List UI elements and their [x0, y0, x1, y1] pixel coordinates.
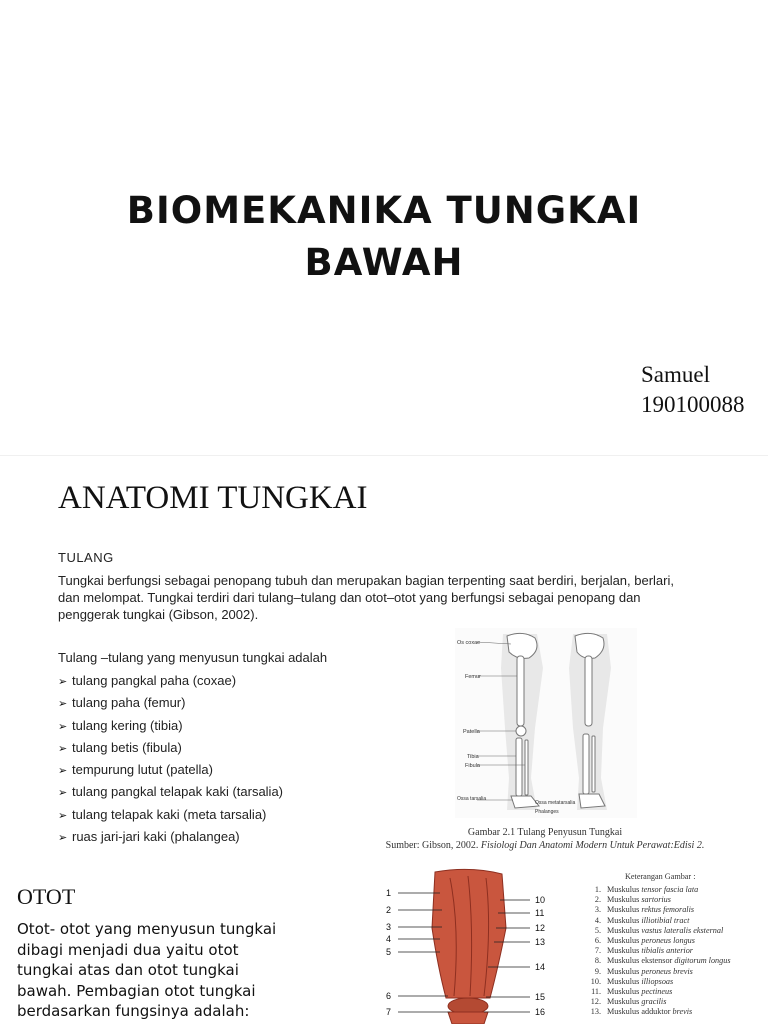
legend-row: [585, 956, 768, 966]
legend-prefix: Muskulus: [607, 997, 640, 1007]
bone-label: tulang betis (fibula): [72, 739, 182, 755]
legend-number: 11.: [591, 986, 601, 996]
caption-title: Gambar 2.1 Tulang Penyusun Tungkai: [467, 827, 623, 838]
bone-label: tulang telapak kaki (meta tarsalia): [72, 806, 267, 822]
tibia-bone: [516, 738, 522, 796]
bone-label: tulang paha (femur): [72, 695, 186, 711]
list-item: [58, 739, 283, 761]
intro-line: penggerak tungkai (Gibson, 2002).: [58, 607, 259, 622]
author-block: [641, 360, 745, 420]
legend-muscle-name: brevis: [672, 1007, 693, 1017]
otot-line: tungkai atas dan otot tungkai: [17, 961, 239, 979]
bones-list-heading: Tulang –tulang yang menyusun tungkai adalah: [58, 650, 328, 665]
muscle-number-right: 10: [535, 895, 546, 905]
legend-muscle-name: illiopsoas: [641, 976, 674, 986]
slide-title: [0, 185, 768, 289]
title-line-2: BAWAH: [304, 241, 464, 284]
muscle-number-left: 5: [386, 947, 392, 957]
muscle-number-left: 4: [386, 934, 392, 944]
legend-row: [585, 895, 768, 905]
author-id: 190100088: [641, 392, 745, 417]
muscle-number-left: 2: [386, 905, 392, 915]
legend-number: 8.: [594, 956, 601, 966]
legend-number: 5.: [594, 925, 601, 935]
legend-prefix: Muskulus: [607, 976, 640, 986]
bone-label: tulang kering (tibia): [72, 717, 183, 733]
list-item: [58, 828, 283, 850]
muscle-number-left: 1: [386, 888, 392, 898]
legend-prefix: Muskulus: [607, 895, 640, 905]
os-coxae-bone: [507, 633, 537, 658]
bone-label: tulang pangkal paha (coxae): [72, 673, 237, 688]
arrow-bullet-icon: ➢: [58, 787, 68, 800]
legend-muscle-name: sartorius: [641, 895, 671, 905]
legend-prefix: Muskulus: [607, 885, 640, 894]
legend-row: [585, 967, 768, 977]
legend-number: 2.: [594, 895, 601, 905]
fig-label-tibia: Tibia: [467, 754, 479, 760]
legend-row: [585, 936, 768, 946]
tibia-back-bone: [583, 734, 589, 794]
legend-row: [585, 1007, 768, 1017]
legend-row: [585, 977, 768, 987]
fig-label-os-coxae: Os coxae: [457, 640, 481, 646]
femur-back-bone: [585, 656, 592, 726]
legend-prefix: Muskulus: [607, 915, 640, 925]
fig-label-femur: Femur: [465, 674, 481, 680]
subheading-tulang: TULANG: [58, 550, 114, 565]
list-item: [58, 783, 283, 805]
legend-prefix: Muskulus: [607, 905, 640, 915]
otot-line: Otot- otot yang menyusun tungkai: [17, 920, 277, 938]
muscle-number-right: 11: [535, 908, 545, 918]
list-item: [58, 761, 283, 783]
legend-muscle-name: digitorum longus: [674, 956, 731, 966]
muscle-number-right: 12: [535, 923, 546, 933]
legend-muscle-name: gracilis: [641, 997, 667, 1007]
muscle-number-right: 16: [535, 1007, 546, 1017]
legend-row: [585, 997, 768, 1007]
leg-muscle-figure: [380, 868, 570, 1024]
muscle-number-left: 3: [386, 922, 392, 932]
legend-title: Keterangan Gambar :: [625, 872, 696, 881]
muscle-legend: [585, 872, 768, 1017]
shin-muscles: [448, 1012, 488, 1024]
legend-row: [585, 905, 768, 915]
arrow-bullet-icon: ➢: [58, 832, 68, 845]
arrow-bullet-icon: ➢: [58, 809, 68, 822]
legend-prefix: Muskulus: [607, 966, 640, 976]
otot-line: dibagi menjadi dua yaitu otot: [17, 940, 239, 959]
legend-prefix: Muskulus adduktor: [607, 1007, 671, 1017]
arrow-bullet-icon: ➢: [58, 742, 68, 755]
otot-line: berdasarkan fungsinya adalah:: [17, 1002, 250, 1020]
title-line-1: BIOMEKANIKA TUNGKAI: [126, 189, 642, 232]
legend-muscle-name: peroneus brevis: [641, 966, 693, 976]
legend-muscle-name: tibialis anterior: [641, 946, 693, 956]
legend-number: 1.: [594, 885, 601, 894]
legend-muscle-name: pectineus: [641, 986, 673, 996]
legend-number: 3.: [594, 905, 601, 915]
legend-muscle-name: vastus lateralis eksternal: [641, 925, 724, 935]
caption-source-text: Sumber: Gibson, 2002.: [385, 840, 479, 851]
legend-muscle-name: illiotibial tract: [641, 915, 690, 925]
muscle-number-right: 14: [535, 962, 546, 972]
muscle-number-left: 6: [386, 991, 392, 1001]
leg-skeleton-figure: [455, 628, 637, 818]
legend-number: 7.: [594, 946, 601, 956]
legend-row: [585, 987, 768, 997]
slide-divider: [0, 455, 768, 456]
legend-number: 12.: [590, 997, 601, 1007]
arrow-bullet-icon: ➢: [58, 676, 68, 688]
arrow-bullet-icon: ➢: [58, 720, 68, 733]
fig-label-fibula: Fibula: [465, 763, 480, 769]
bone-label: tulang pangkal telapak kaki (tarsalia): [72, 784, 284, 800]
legend-row: [585, 885, 768, 895]
legend-prefix: Muskulus ekstensor: [607, 956, 673, 966]
muscle-number-right: 15: [535, 992, 546, 1002]
legend-number: 4.: [594, 915, 601, 925]
otot-line: bawah. Pembagian otot tungkai: [17, 981, 256, 1000]
legend-muscle-name: peroneus longus: [641, 935, 695, 945]
list-item: [58, 717, 283, 739]
section-heading-anatomi: ANATOMI TUNGKAI: [58, 480, 368, 516]
list-item: [58, 806, 283, 828]
intro-paragraph: [58, 572, 718, 623]
legend-number: 10.: [590, 976, 601, 986]
bone-label: tempurung lutut (patella): [72, 762, 213, 778]
os-coxae-back-bone: [575, 633, 604, 658]
muscle-number-left: 7: [386, 1007, 392, 1017]
fibula-bone: [525, 740, 528, 795]
fig-label-ossa-tarsalia: Ossa tarsalia: [457, 796, 487, 802]
femur-bone: [517, 656, 524, 726]
legend-row: [585, 926, 768, 936]
fig-label-ossa-metatarsalia: Ossa metatarsalia: [535, 800, 576, 806]
author-name: Samuel: [641, 362, 710, 387]
legend-row: [585, 916, 768, 926]
caption-source-book: Fisiologi Dan Anatomi Modern Untuk Perawat:Edisi 2.: [480, 840, 705, 851]
intro-line: Tungkai berfungsi sebagai penopang tubuh dan merupakan bagian terpenting saat berdiri, berjalan, berlari,: [58, 573, 674, 588]
legend-muscle-name: tensor fascia lata: [641, 885, 699, 894]
legend-muscle-name: rektus femoralis: [641, 905, 695, 915]
arrow-bullet-icon: ➢: [58, 765, 68, 778]
legend-prefix: Muskulus: [607, 925, 640, 935]
leg-muscle-illustration: [380, 868, 570, 1024]
legend-prefix: Muskulus: [607, 986, 640, 996]
bone-label: ruas jari-jari kaki (phalangea): [72, 829, 240, 845]
figure-caption: [380, 826, 710, 852]
arrow-bullet-icon: ➢: [58, 698, 68, 711]
patella-bone: [516, 726, 526, 736]
section-heading-otot: OTOT: [17, 884, 76, 909]
legend-row: [585, 946, 768, 956]
list-item: [58, 672, 283, 694]
intro-line: dan melompat. Tungkai terdiri dari tulang–tulang dan otot–otot yang berfungsi sebagai penopang dan: [58, 590, 641, 605]
legend-number: 13.: [590, 1007, 601, 1017]
muscle-number-right: 13: [535, 937, 546, 947]
legend-prefix: Muskulus: [607, 935, 640, 945]
leg-skeleton-illustration: [455, 628, 637, 818]
otot-paragraph: [17, 919, 297, 1022]
list-item: [58, 694, 283, 716]
fibula-back-bone: [592, 736, 595, 792]
fig-label-phalanges: Phalanges: [535, 809, 559, 815]
legend-number: 9.: [594, 966, 601, 976]
legend-prefix: Muskulus: [607, 946, 640, 956]
legend-number: 6.: [594, 935, 601, 945]
fig-label-patella: Patella: [463, 729, 480, 735]
bones-list: [58, 672, 283, 850]
caption-source: [380, 839, 710, 852]
